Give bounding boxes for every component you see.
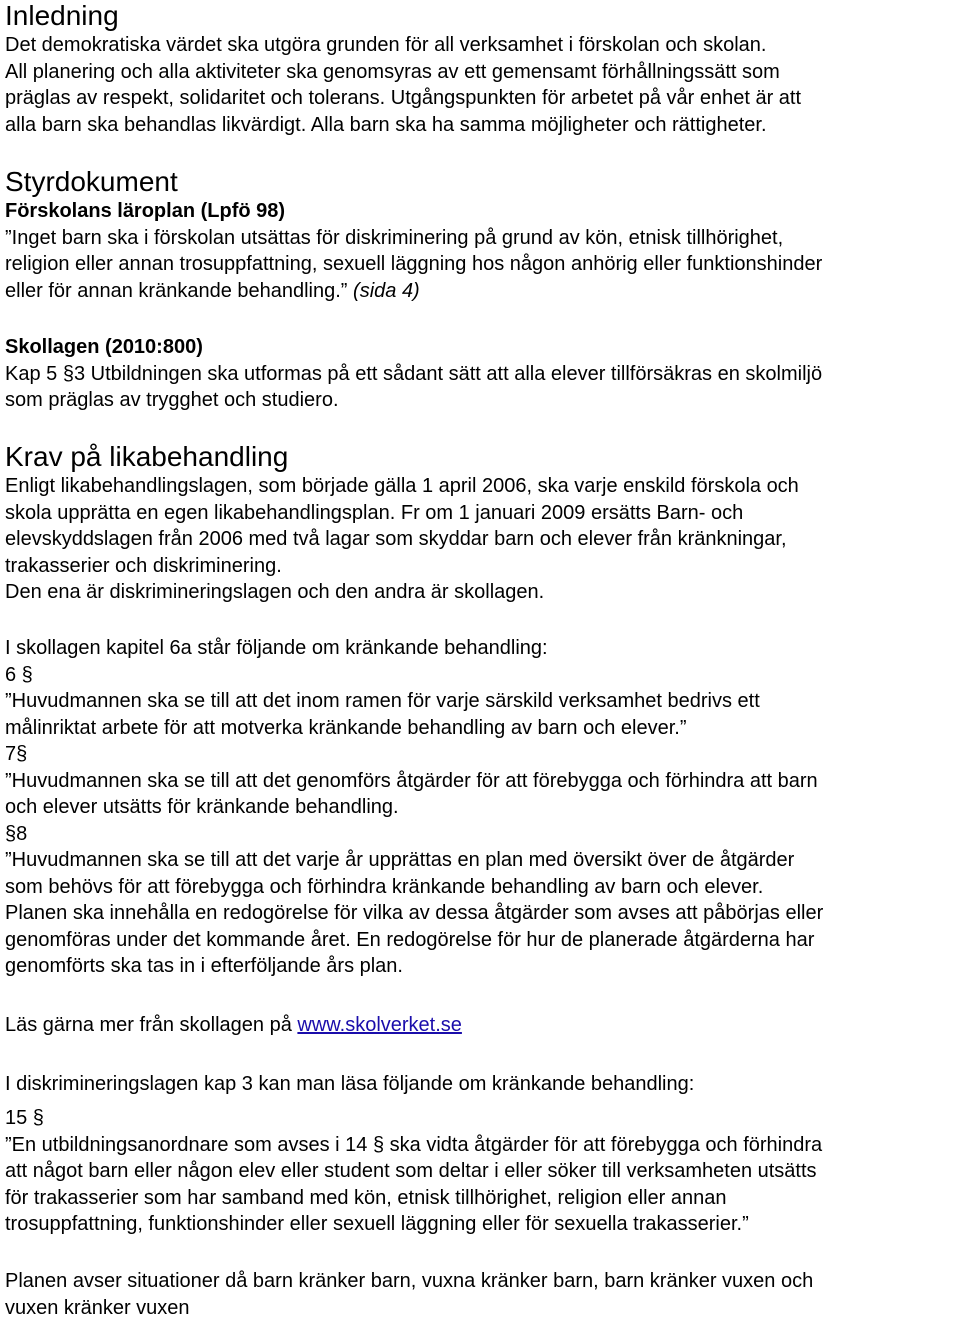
text-line: All planering och alla aktiviteter ska genomsyras av ett gemensamt förhållningssätt som [5, 59, 957, 86]
text-line: Enligt likabehandlingslagen, som började gälla 1 april 2006, ska varje enskild förskola och [5, 473, 957, 500]
intro-section [5, 0, 957, 138]
read-more-text: Läs gärna mer från skollagen på [5, 1014, 297, 1036]
text-line: genomföras under det kommande året. En redogörelse för hur de planerade åtgärderna har [5, 927, 957, 954]
text-line: Den ena är diskrimineringslagen och den andra är skollagen. [5, 579, 957, 606]
diskriminering-section [5, 1071, 957, 1098]
skollagen-title: Skollagen (2010:800) [5, 334, 957, 361]
text-line: skola upprätta en egen likabehandlingsplan. Fr om 1 januari 2009 ersätts Barn- och [5, 500, 957, 527]
text-line: alla barn ska behandlas likvärdigt. Alla barn ska ha samma möjligheter och rättigheter. [5, 112, 957, 139]
skollagen-section [5, 334, 957, 414]
text-line: ”En utbildningsanordnare som avses i 14 § ska vidta åtgärder för att förebygga och förhindra [5, 1132, 957, 1159]
kapitel6a-intro: I skollagen kapitel 6a står följande om kränkande behandling: [5, 635, 957, 662]
read-more-section [5, 1012, 957, 1039]
text-line: och elever utsätts för kränkande behandling. [5, 794, 957, 821]
read-more-line [5, 1012, 957, 1039]
closing-paragraph [5, 1268, 957, 1321]
kapitel6a-paragraph [5, 635, 957, 980]
text-line: som behövs för att förebygga och förhindra kränkande behandling av barn och elever. [5, 874, 957, 901]
text-line: som präglas av trygghet och studiero. [5, 387, 957, 414]
section-number: 6 § [5, 662, 957, 689]
text-line: ”Inget barn ska i förskolan utsättas för diskriminering på grund av kön, etnisk tillhörighet, [5, 225, 957, 252]
lpfo-page-ref: (sida 4) [353, 280, 420, 302]
kapitel6a-section [5, 635, 957, 980]
diskriminering-quote-section [5, 1105, 957, 1238]
krav-section [5, 441, 957, 606]
text-line: elevskyddslagen från 2006 med två lagar som skyddar barn och elever från kränkningar, [5, 526, 957, 553]
section-number: 15 § [5, 1105, 957, 1132]
text-fragment: eller för annan kränkande behandling.” [5, 280, 347, 302]
lpfo-quote [5, 225, 957, 305]
text-line: Planen ska innehålla en redogörelse för vilka av dessa åtgärder som avses att påbörjas eller [5, 900, 957, 927]
styrdokument-section [5, 166, 957, 304]
intro-heading: Inledning [5, 0, 957, 32]
section-number: 7§ [5, 741, 957, 768]
text-line: Kap 5 §3 Utbildningen ska utformas på ett sådant sätt att alla elever tillförsäkras en skolmiljö [5, 361, 957, 388]
section-number: §8 [5, 821, 957, 848]
text-line: Det demokratiska värdet ska utgöra grunden för all verksamhet i förskolan och skolan. [5, 32, 957, 59]
text-line: vuxen kränker vuxen [5, 1295, 957, 1321]
text-line: trosuppfattning, funktionshinder eller sexuell läggning eller för sexuella trakasserier.” [5, 1211, 957, 1238]
text-line: målinriktat arbete för att motverka kränkande behandling av barn och elever.” [5, 715, 957, 742]
skolverket-link[interactable]: www.skolverket.se [297, 1014, 462, 1036]
skollagen-text [5, 361, 957, 414]
text-line [5, 278, 957, 305]
text-line: trakasserier och diskriminering. [5, 553, 957, 580]
text-line: ”Huvudmannen ska se till att det genomförs åtgärder för att förebygga och förhindra att barn [5, 768, 957, 795]
intro-paragraph [5, 32, 957, 138]
text-line: för trakasserier som har samband med kön, etnisk tillhörighet, religion eller annan [5, 1185, 957, 1212]
text-line: religion eller annan trosuppfattning, sexuell läggning hos någon anhörig eller funktionshinder [5, 251, 957, 278]
styrdokument-heading: Styrdokument [5, 166, 957, 198]
lpfo-title: Förskolans läroplan (Lpfö 98) [5, 198, 957, 225]
text-line: ”Huvudmannen ska se till att det inom ramen för varje särskild verksamhet bedrivs ett [5, 688, 957, 715]
text-line: Planen avser situationer då barn kränker barn, vuxna kränker barn, barn kränker vuxen och [5, 1268, 957, 1295]
closing-section [5, 1268, 957, 1321]
diskriminering-intro: I diskrimineringslagen kap 3 kan man läsa följande om kränkande behandling: [5, 1071, 957, 1098]
text-line: att något barn eller någon elev eller student som deltar i eller söker till verksamheten utsätts [5, 1158, 957, 1185]
text-line: präglas av respekt, solidaritet och tolerans. Utgångspunkten för arbetet på vår enhet är att [5, 85, 957, 112]
text-line: ”Huvudmannen ska se till att det varje år upprättas en plan med översikt över de åtgärder [5, 847, 957, 874]
krav-heading: Krav på likabehandling [5, 441, 957, 473]
text-line: genomförts ska tas in i efterföljande års plan. [5, 953, 957, 980]
diskriminering-paragraph [5, 1105, 957, 1238]
krav-paragraph [5, 473, 957, 606]
